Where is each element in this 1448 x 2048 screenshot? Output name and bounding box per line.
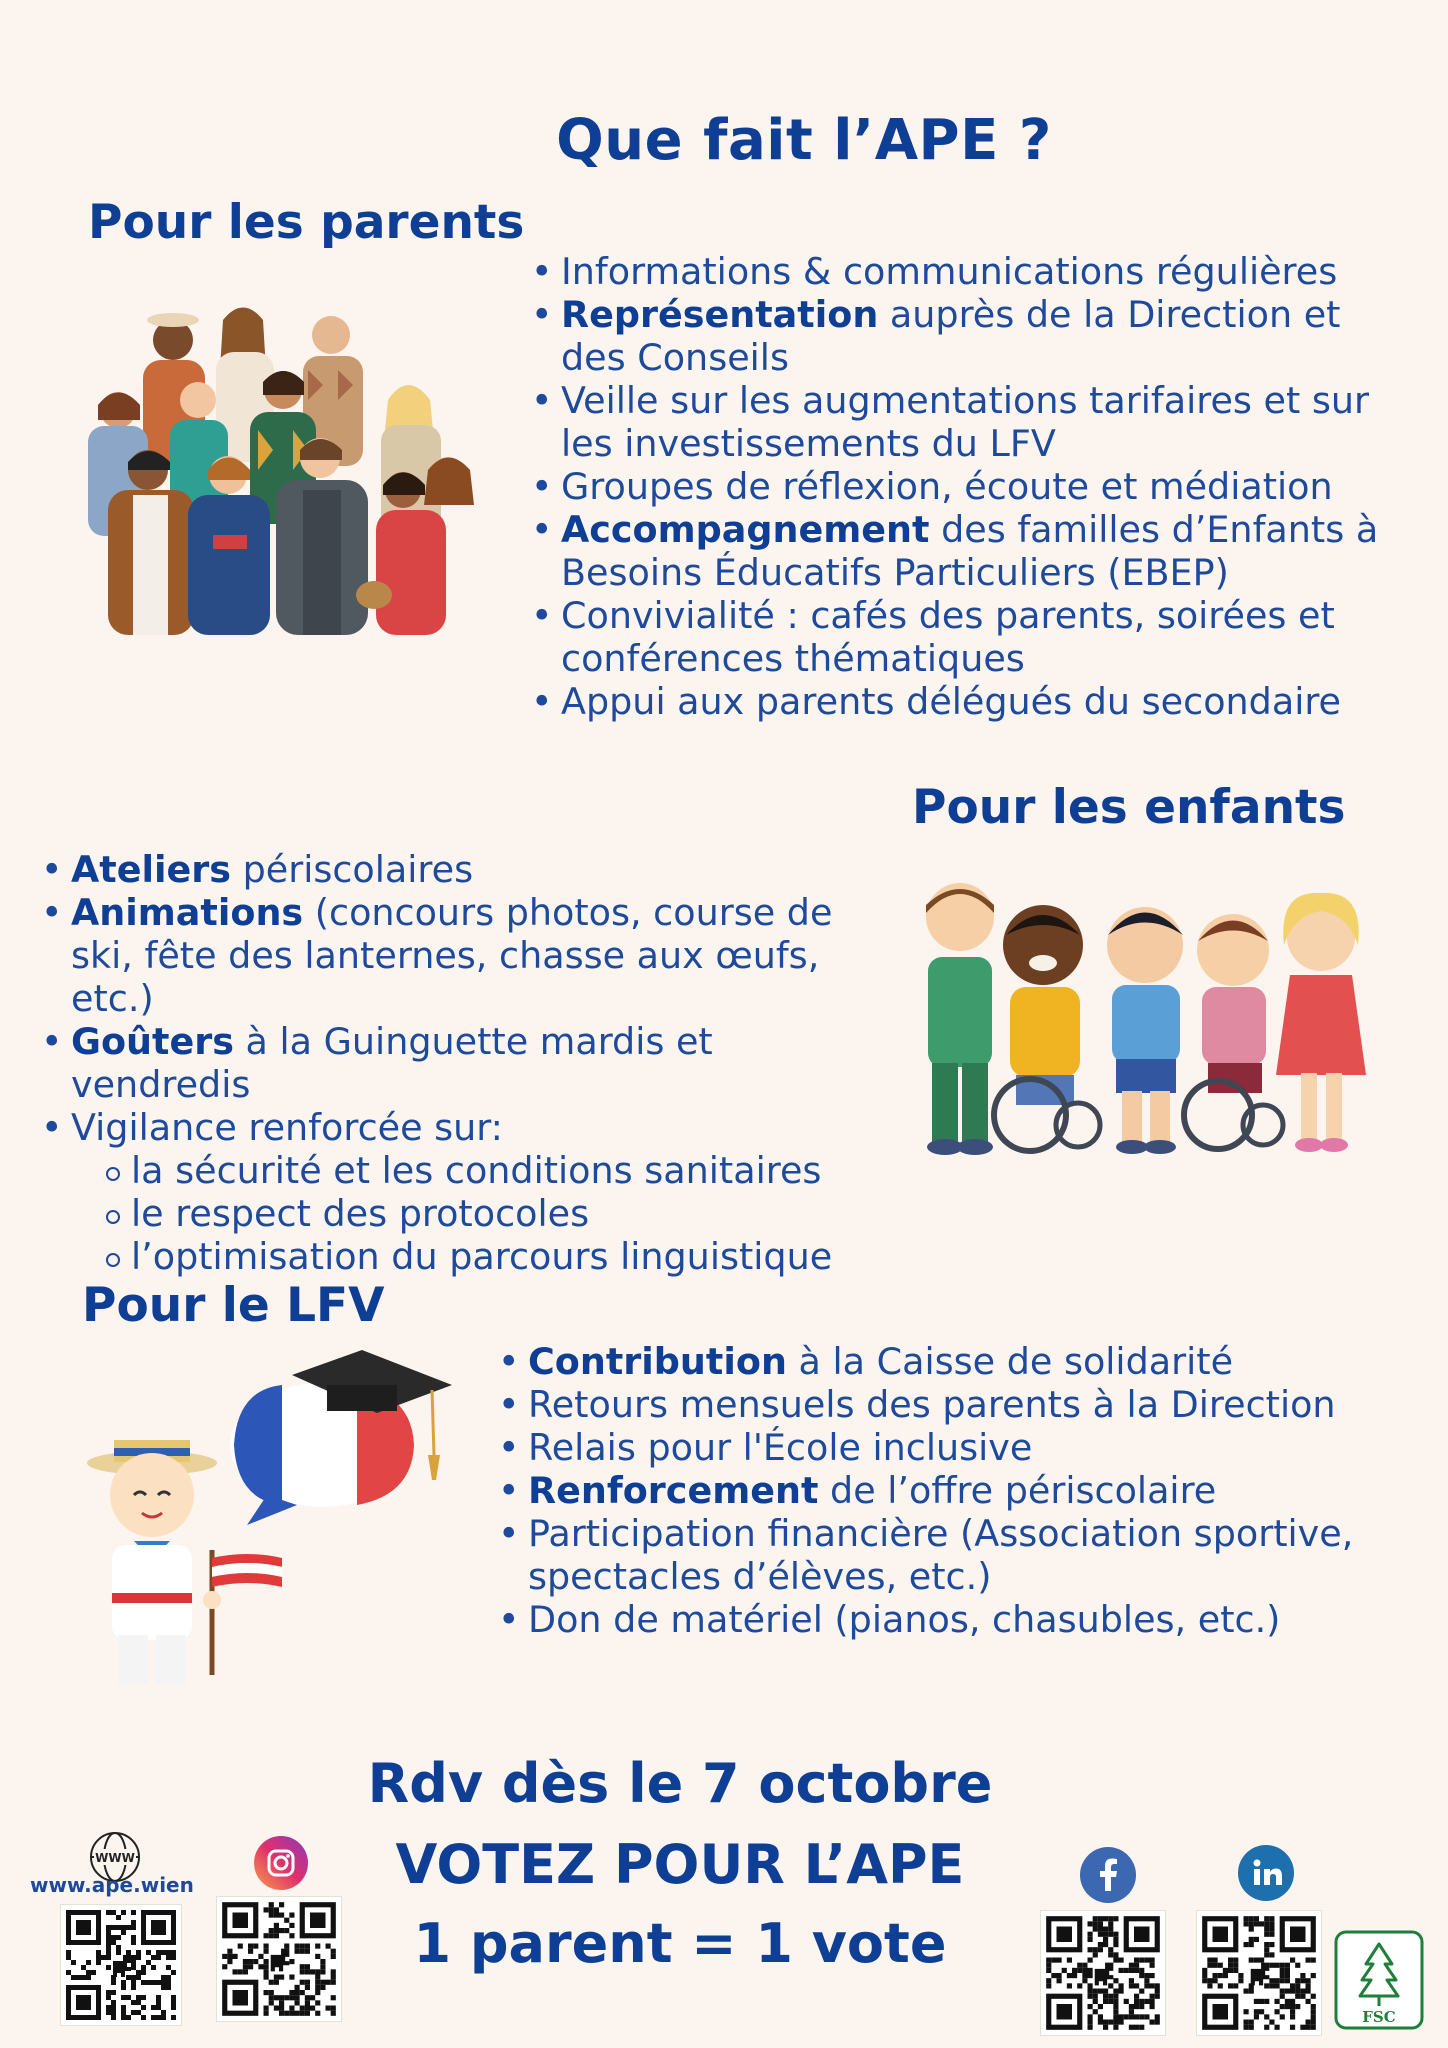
vigilance-sublist [100,1149,898,1278]
parents-crowd-illustration [78,290,488,635]
list-item: • Accompagnement des familles d’Enfants à Besoins Éducatifs Particuliers (EBEP) [528,508,1408,594]
cta-one-parent-one-vote: 1 parent = 1 vote [413,1912,947,1975]
list-item: • Convivialité : cafés des parents, soirées et conférences thématiques [528,594,1408,680]
list-item: • Groupes de réflexion, écoute et médiation [528,465,1408,508]
svg-text:WWW: WWW [95,1851,135,1865]
lfv-list [495,1340,1410,1641]
list-item: • Retours mensuels des parents à la Direction [495,1383,1410,1426]
parents-list [528,250,1408,723]
list-item: • Appui aux parents délégués du secondaire [528,680,1408,723]
list-item: • Animations (concours photos, course de ski, fête des lanternes, chasse aux œufs, etc.) [38,891,898,1020]
list-item: • Relais pour l'École inclusive [495,1426,1410,1469]
section-heading-lfv: Pour le LFV [82,1278,385,1333]
instagram-icon[interactable] [254,1836,308,1890]
list-item: • Informations & communications régulières [528,250,1408,293]
list-item: • Participation financière (Association sportive, spectacles d’élèves, etc.) [495,1512,1410,1598]
qr-code-linkedin[interactable] [1196,1910,1322,2036]
section-heading-enfants: Pour les enfants [912,780,1346,835]
section-heading-parents: Pour les parents [88,195,525,250]
list-item: • Représentation auprès de la Direction et des Conseils [528,293,1408,379]
list-item: • Don de matériel (pianos, chasubles, etc.) [495,1598,1410,1641]
list-item: • Veille sur les augmentations tarifaires et sur les investissements du LFV [528,379,1408,465]
website-link[interactable]: www.ape.wien [30,1873,194,1897]
list-item: • Goûters à la Guinguette mardis et vendredis [38,1020,898,1106]
list-item: • Renforcement de l’offre périscolaire [495,1469,1410,1512]
qr-code-website[interactable] [60,1904,182,2026]
enfants-list [38,848,898,1278]
qr-code-facebook[interactable] [1040,1910,1166,2036]
children-illustration [918,875,1373,1160]
svg-text:FSC: FSC [1362,2008,1396,2026]
list-item: • Ateliers périscolaires [38,848,898,891]
fsc-logo [1334,1930,1424,2030]
sub-list-item: la sécurité et les conditions sanitaires [100,1149,898,1192]
cta-vote: VOTEZ POUR L’APE [395,1833,965,1896]
linkedin-icon[interactable] [1238,1845,1294,1901]
facebook-icon[interactable] [1080,1847,1136,1903]
list-item: • Contribution à la Caisse de solidarité [495,1340,1410,1383]
cta-date: Rdv dès le 7 octobre [367,1752,993,1815]
page-title: Que fait l’APE ? [556,108,1052,173]
sub-list-item: l’optimisation du parcours linguistique [100,1235,898,1278]
qr-code-instagram[interactable] [216,1896,342,2022]
list-item: • Vigilance renforcée sur: la sécurité et les conditions sanitaires le respect des protocoles l’optimisation du parcours linguistique [38,1106,898,1278]
lfv-illustration [72,1345,472,1695]
sub-list-item: le respect des protocoles [100,1192,898,1235]
